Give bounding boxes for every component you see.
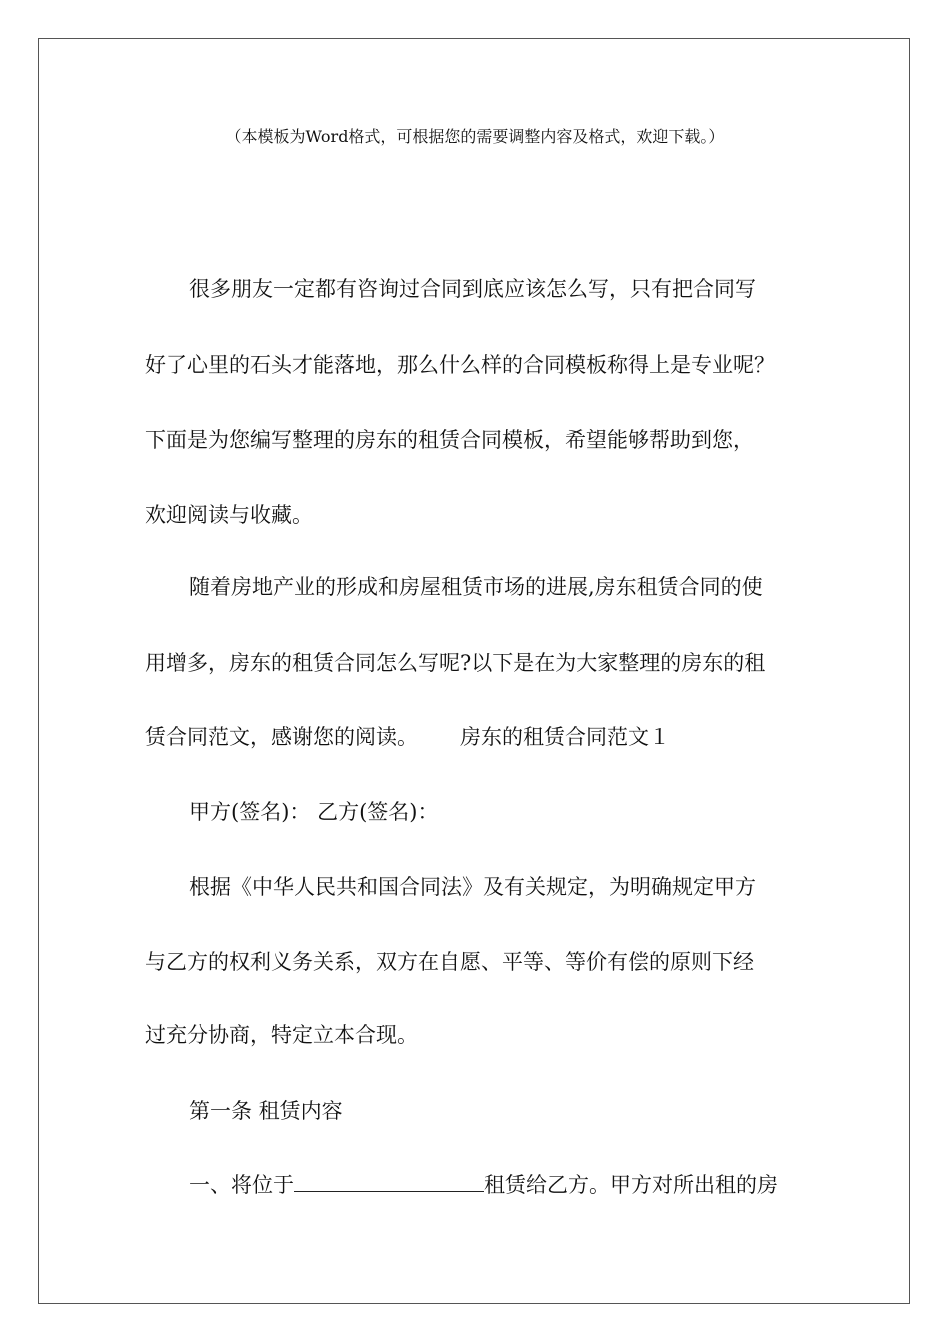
- para2-line-3-text: 赁合同范文，感谢您的阅读。: [145, 725, 418, 749]
- para3-line-2: 与乙方的权利义务关系，双方在自愿、平等、等价有偿的原则下经: [145, 950, 754, 974]
- para2-line-3: [145, 722, 670, 752]
- item-1-suffix: 租赁给乙方。甲方对所出租的房: [484, 1173, 778, 1197]
- para3-line-1: 根据《中华人民共和国合同法》及有关规定，为明确规定甲方: [189, 875, 756, 899]
- intro-line-1: 很多朋友一定都有咨询过合同到底应该怎么写，只有把合同写: [189, 277, 756, 301]
- template-notice: （本模板为Word格式，可根据您的需要调整内容及格式，欢迎下载。）: [225, 127, 725, 146]
- sample-title: 房东的租赁合同范文１: [460, 725, 670, 749]
- intro-line-4: 欢迎阅读与收藏。: [145, 503, 313, 527]
- intro-line-3: 下面是为您编写整理的房东的租赁合同模板，希望能够帮助到您，: [145, 428, 754, 452]
- para2-line-1: 随着房地产业的形成和房屋租赁市场的进展,房东租赁合同的使: [189, 575, 763, 599]
- party-b-signature: 乙方(签名)：: [317, 800, 439, 824]
- para3-line-3: 过充分协商，特定立本合现。: [145, 1023, 418, 1047]
- article-1-item-1: [189, 1170, 778, 1200]
- party-a-signature: 甲方(签名)：: [189, 800, 311, 824]
- item-1-prefix: 一、将位于: [189, 1173, 294, 1197]
- article-1-heading: 第一条 租赁内容: [189, 1099, 343, 1123]
- signature-line: [189, 797, 438, 827]
- para2-line-2: 用增多，房东的租赁合同怎么写呢?以下是在为大家整理的房东的租: [145, 651, 766, 675]
- location-blank[interactable]: [294, 1171, 484, 1192]
- intro-line-2: 好了心里的石头才能落地，那么什么样的合同模板称得上是专业呢？: [145, 353, 775, 377]
